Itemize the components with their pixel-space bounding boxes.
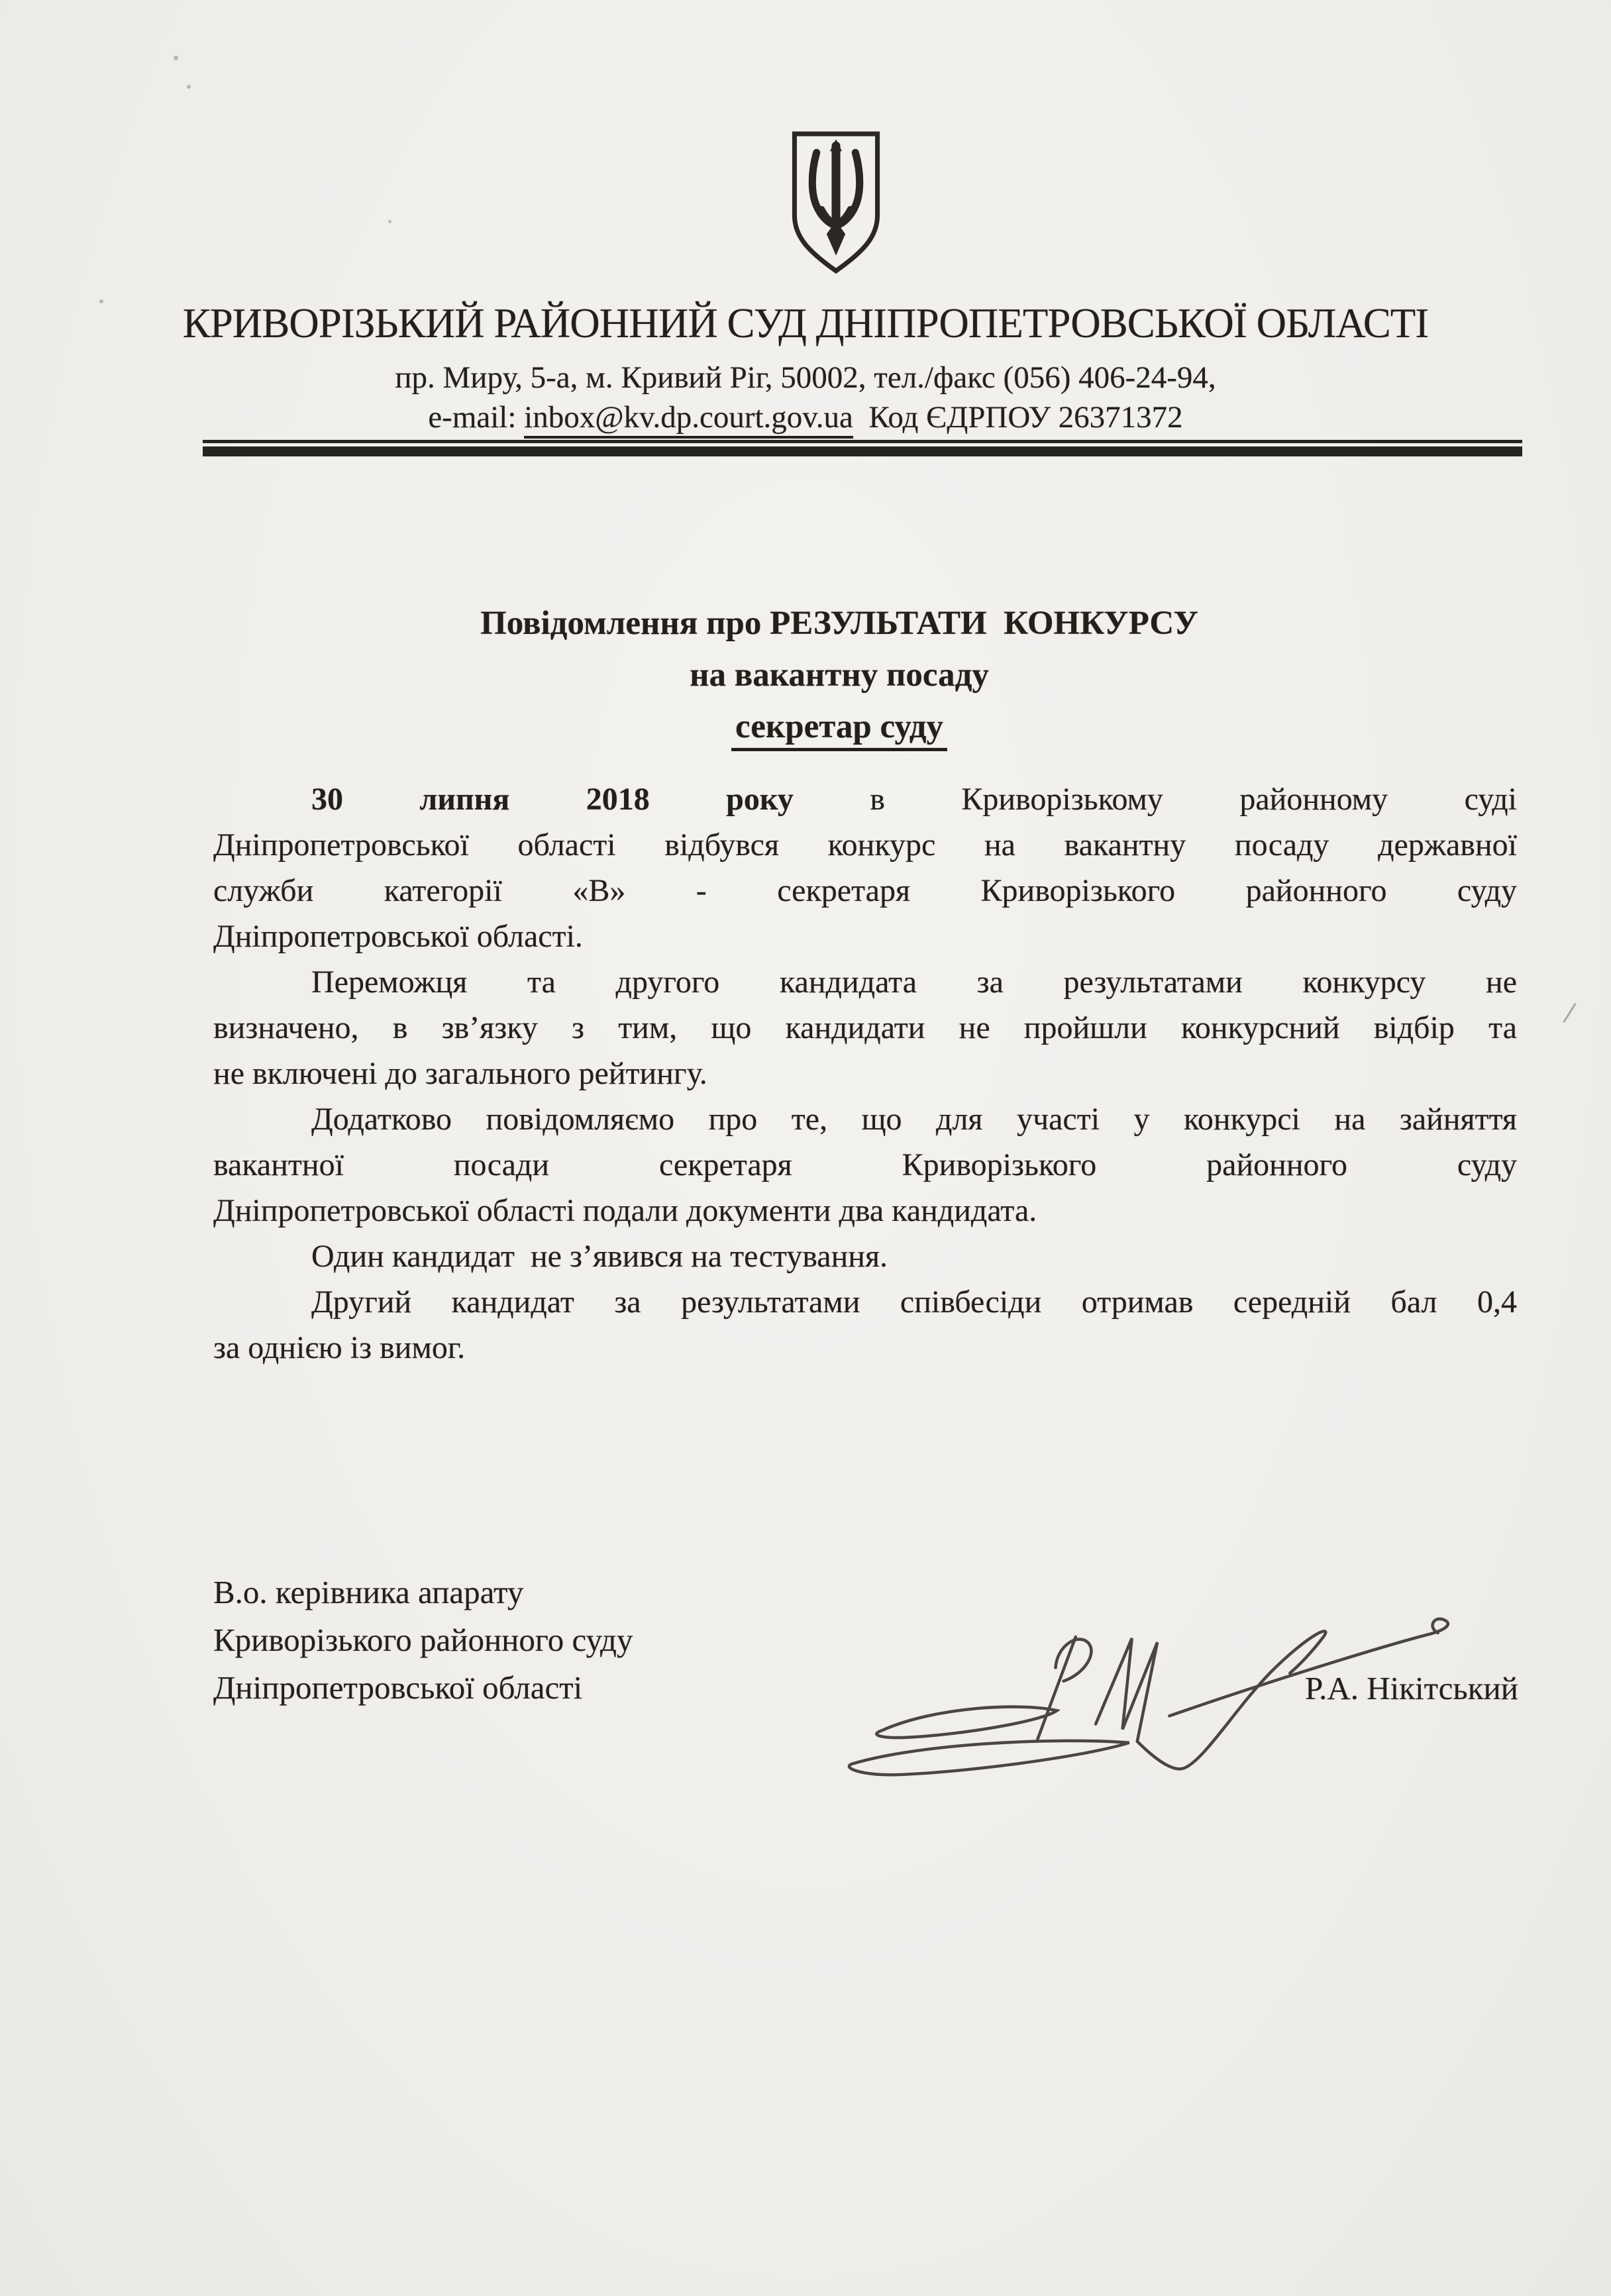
court-address: пр. Миру, 5-а, м. Кривий Ріг, 50002, тел./факс (056) 406-24-94, xyxy=(395,360,1216,395)
body-line: не включені до загального рейтингу. xyxy=(213,1056,707,1091)
title-line-3 xyxy=(213,701,1465,753)
letterhead xyxy=(99,299,1512,437)
body-line: за однією із вимог. xyxy=(213,1330,466,1365)
vacancy-position: секретар суду xyxy=(731,708,947,751)
body-line: Дніпропетровської області. xyxy=(213,919,583,954)
scan-artifact xyxy=(1563,1003,1577,1023)
body-line: Другий кандидат за результатами співбесіди отримав середній бал 0,4 xyxy=(311,1284,1517,1320)
scan-artifact xyxy=(187,85,191,89)
document-title xyxy=(213,598,1465,753)
body-line: вакантної посади секретаря Криворізького районного суду xyxy=(213,1147,1517,1182)
body-line: Дніпропетровської області подали документи два кандидата. xyxy=(213,1193,1037,1228)
court-contact-line xyxy=(99,397,1512,437)
scan-artifact xyxy=(388,220,391,223)
body-line: Переможця та другого кандидата за результатами конкурсу не xyxy=(311,965,1517,1000)
signoff-line: В.о. керівника апарату xyxy=(213,1574,524,1610)
body-line: служби категорії «В» - секретаря Криворізького районного суду xyxy=(213,873,1517,908)
court-email: inbox@kv.dp.court.gov.ua xyxy=(524,400,853,439)
scan-artifact xyxy=(99,299,103,303)
edrpou-code: Код ЄДРПОУ 26371372 xyxy=(853,400,1183,435)
title-line-2: на вакантну посаду xyxy=(690,656,989,694)
divider-thin-line xyxy=(203,440,1522,443)
ukraine-trident-emblem xyxy=(788,130,884,276)
letter-body xyxy=(213,776,1517,1371)
title-line-1: Повідомлення про РЕЗУЛЬТАТИ КОНКУРСУ xyxy=(480,605,1198,642)
email-label: e-mail: xyxy=(428,400,525,435)
signoff-line: Дніпропетровської області xyxy=(213,1669,583,1706)
divider-thick-line xyxy=(203,446,1522,456)
scan-artifact xyxy=(174,56,178,60)
signatory-name: Р.А. Нікітський xyxy=(1304,1670,1518,1706)
signoff-line: Криворізького районного суду xyxy=(213,1622,633,1658)
body-line: Додатково повідомляємо про те, що для участі у конкурсі на зайняття xyxy=(311,1102,1517,1137)
letterhead-divider xyxy=(203,440,1522,456)
signoff-block xyxy=(213,1569,633,1712)
court-name: КРИВОРІЗЬКИЙ РАЙОННИЙ СУД ДНІПРОПЕТРОВСЬКОЇ ОБЛАСТІ xyxy=(182,300,1429,346)
body-line: Дніпропетровської області відбувся конкурс на вакантну посаду державної xyxy=(213,827,1517,862)
body-line: 30 липня 2018 року в Криворізькому районному суді xyxy=(311,782,1518,817)
body-line: визначено, в зв’язку з тим, що кандидати не пройшли конкурсний відбір та xyxy=(213,1010,1517,1045)
body-line: Один кандидат не з’явився на тестування. xyxy=(311,1239,888,1274)
